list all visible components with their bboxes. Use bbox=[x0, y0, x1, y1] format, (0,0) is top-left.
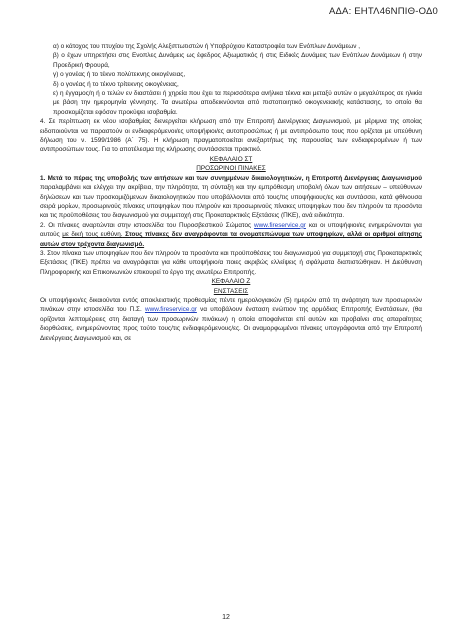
objections-paragraph bbox=[40, 296, 422, 343]
chapter-7-title: ΚΕΦΑΛΑΙΟ Ζ bbox=[211, 278, 251, 286]
document-body bbox=[40, 42, 422, 343]
list-item-d: δ) ο γονέας ή το τέκνο τρίτεκνης οικογένειας, bbox=[53, 80, 179, 88]
paragraph-1 bbox=[40, 174, 422, 221]
objections-text-a: Οι υποψήφιοι/ες δικαιούνται εντός αποκλειστικής προθεσμίας πέντε ημερολογιακών (5) ημερών από τη ανάρτηση των προσωρινών πινάκων στην ιστοσελίδα του Π.Σ. bbox=[40, 296, 422, 314]
paragraph-1-bold: 1. Μετά το πέρας της υποβολής των αιτήσεων και των συνημμένων δικαιολογητικών, η Επιτροπή Διενέργειας Διαγωνισμού bbox=[40, 174, 422, 182]
objections-text-b: να υποβάλουν ένσταση ενώπιον της αρμόδιας Επιτροπής Ενστάσεων, (θα ορίζονται λεπτομέρειες στη διαταγή των προσωρινών πινάκων) η οποία αποφαίνεται επί αυτών και προβαίνει στις απαραίτητες διορθώσεις, ενημερώνοντας προς τούτο τους/τις ενδιαφερόμενους/ες. Οι αναμορφωμένοι πίνακες υπογράφονται από την Επιτροπή Διενέργειας Διαγωνισμού και, σε bbox=[40, 306, 423, 342]
chapter-6-subtitle: ΠΡΟΣΩΡΙΝΟΙ ΠΙΝΑΚΕΣ bbox=[196, 165, 266, 173]
paragraph-3: 3. Στον πίνακα των υποψηφίων που δεν πληρούν τα προσόντα και προϋποθέσεις του διαγωνισμού για συμμετοχή στις Προκαταρκτικές Εξετάσεις (ΠΚΕ) πρέπει να αναγράφεται για κάθε υποψήφιο/α ποιες ακριβώς ελλείψεις ή σφάλματα διαπιστώθηκαν. Η Διεύθυνση Πληροφορικής και Επικοινωνιών επικουρεί το έργο της ανωτέρω Επιτροπής. bbox=[40, 249, 422, 276]
fireservice-link-2[interactable]: www.fireservice.gr bbox=[145, 306, 197, 314]
page-number: 12 bbox=[222, 614, 230, 621]
paragraph-4: 4. Σε περίπτωση εκ νέου ισοβαθμίας διενεργείται κλήρωση από την Επιτροπή Διενέργειας Διαγωνισμού, με μέριμνα της οποίας ειδοποιούνται να παραστούν οι ενδιαφερόμενοι/ες υποψήφιοι/ες αυτοπροσώπως ή με αντιπρόσωπο τους που ορίζεται με υπεύθυνη δήλωση του ν. 1599/1986 (Α΄ 75). Η κλήρωση πραγματοποιείται ανεξαρτήτως της παρουσίας των ενδιαφερομένων ή των αντιπροσώπων τους. Για το αποτέλεσμα της κλήρωσης συντάσσεται πρακτικό. bbox=[40, 118, 422, 154]
list-item-c: γ) ο γονέας ή το τέκνο πολύτεκνης οικογένειας, bbox=[53, 71, 186, 79]
paragraph-2-bold: Στους πίνακες δεν αναγράφονται τα ονοματεπώνυμα των υποψηφίων, αλλά οι αριθμοί αίτησης αυτών στον τρέχοντα διαγωνισμό. bbox=[40, 231, 422, 248]
paragraph-2-text-b: και οι υποψήφιοι/ες ενημερώνονται για αυτούς bbox=[40, 221, 422, 239]
ada-code: ΑΔΑ: ΕΗΤΛ46ΝΠΙΘ-ΟΔ0 bbox=[328, 6, 438, 17]
list-item-e: ε) η έγγαμος/η ή ο τελών εν διαστάσει ή χηρεία που έχει τα περισσότερα ανήλικα τέκνα και μεταξύ αυτών ο μεγαλύτερος σε ηλικία με βάση την ημερομηνία γέννησης. Τα ανωτέρω αποδεικνύονται από πιστοποιητικό οικογενειακής κατάστασης, το οποίο θα προσκομίζεται εφόσον προκύψει ισοβαθμία. bbox=[53, 90, 422, 116]
paragraph-2 bbox=[40, 221, 422, 249]
fireservice-link[interactable]: www.fireservice.gr bbox=[254, 221, 306, 229]
list-item-a: α) ο κάτοχος του πτυχίου της Σχολής Αλεξιπτωτιστών ή Υποβρύχιου Καταστροφέα των Ενόπλων Δυνάμεων , bbox=[53, 43, 361, 50]
list-item-b: β) ο έχων υπηρετήσει στις Ενοπλες Δυνάμεις ως έφεδρος Αξιωματικός ή στις Ειδικές Δυνάμεις των Ενόπλων Δυνάμεων ή στην Προεδρική Φρουρά, bbox=[53, 52, 422, 69]
chapter-7-subtitle: ΕΝΣΤΑΣΕΙΣ bbox=[213, 287, 249, 295]
paragraph-1-text: παραλαμβάνει και ελέγχει την ακρίβεια, την πληρότητα, τη σύνταξη και την εμπρόθεσμη υποβολή όλων των αιτήσεων – υπεύθυνων δηλώσεων και των προσκομιζόμενων δικαιολογητικών που υποβάλλονται από τους/τις υποψήφιους/ες και συντάσσει, κατά φθίνουσα σειρά μορίων, προσωρινούς πίνακες υποψηφίων που πληρούν και προσωρινούς πίνακες υποψηφίων που δεν πληρούν τα προσόντα και τις προϋποθέσεις του διαγωνισμού για συμμετοχή στις Προκαταρκτικές Εξετάσεις (ΠΚΕ), ανά ειδικότητα. bbox=[40, 184, 422, 220]
chapter-6-title: ΚΕΦΑΛΑΙΟ ΣΤ bbox=[209, 155, 253, 163]
paragraph-2-underline: με δική τους ευθύνη. bbox=[62, 231, 123, 239]
paragraph-2-text-a: 2. Οι πίνακες αναρτώνται στην ιστοσελίδα του Πυροσβεστικού Σώματος bbox=[40, 221, 255, 229]
